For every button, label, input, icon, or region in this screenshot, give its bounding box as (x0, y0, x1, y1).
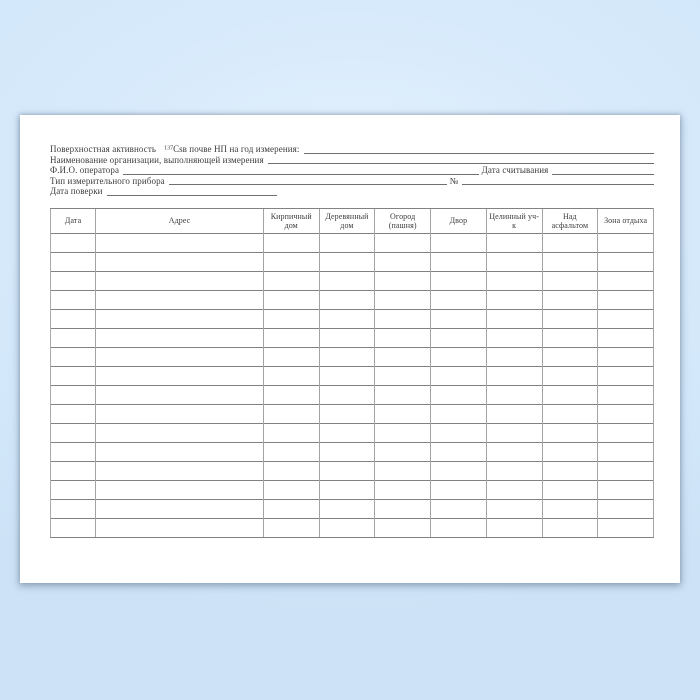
empty-cell-tselinny-uchastok (486, 404, 542, 423)
table-row (51, 233, 654, 252)
form-line-operator (50, 165, 654, 176)
scanned-form-document (20, 115, 680, 583)
blank-line-instrument-number (462, 184, 654, 185)
operator-name-label: Ф.И.О. оператора (50, 165, 120, 176)
empty-cell-nad-asfaltom (542, 271, 598, 290)
empty-cell-kirpichny-dom (263, 461, 319, 480)
empty-cell-dvor (431, 290, 487, 309)
table-row (51, 290, 654, 309)
empty-cell-dvor (431, 328, 487, 347)
table-row (51, 347, 654, 366)
empty-cell-data (51, 271, 96, 290)
table-row (51, 328, 654, 347)
blank-line-instrument-type (169, 184, 447, 185)
empty-cell-tselinny-uchastok (486, 309, 542, 328)
form-line-organization (50, 155, 654, 166)
empty-cell-dvor (431, 385, 487, 404)
empty-cell-kirpichny-dom (263, 423, 319, 442)
blank-line-reading-date (552, 174, 654, 175)
blank-line-measurement-year (304, 153, 654, 154)
empty-cell-zona-otdykha (598, 423, 654, 442)
table-row (51, 423, 654, 442)
empty-cell-ogorod-pashnya (375, 233, 431, 252)
empty-cell-ogorod-pashnya (375, 309, 431, 328)
empty-cell-data (51, 309, 96, 328)
empty-cell-ogorod-pashnya (375, 328, 431, 347)
table-row (51, 252, 654, 271)
empty-cell-kirpichny-dom (263, 442, 319, 461)
table-header (51, 208, 654, 233)
empty-cell-ogorod-pashnya (375, 423, 431, 442)
empty-cell-ogorod-pashnya (375, 499, 431, 518)
empty-cell-ogorod-pashnya (375, 518, 431, 537)
empty-cell-adres (96, 480, 264, 499)
column-header-nad-asfaltom: Над асфальтом (542, 208, 598, 233)
empty-cell-zona-otdykha (598, 309, 654, 328)
organization-label: Наименование организации, выполняющей измерения (50, 154, 264, 165)
empty-cell-ogorod-pashnya (375, 480, 431, 499)
instrument-number-label: № (449, 175, 459, 186)
empty-cell-tselinny-uchastok (486, 271, 542, 290)
empty-cell-dvor (431, 271, 487, 290)
empty-cell-data (51, 499, 96, 518)
empty-cell-zona-otdykha (598, 328, 654, 347)
form-header (50, 144, 654, 197)
empty-cell-zona-otdykha (598, 461, 654, 480)
empty-cell-ogorod-pashnya (375, 252, 431, 271)
blank-line-calibration-date (107, 195, 277, 196)
table-row (51, 404, 654, 423)
empty-cell-kirpichny-dom (263, 366, 319, 385)
empty-cell-tselinny-uchastok (486, 461, 542, 480)
empty-cell-kirpichny-dom (263, 309, 319, 328)
empty-cell-ogorod-pashnya (375, 385, 431, 404)
empty-cell-tselinny-uchastok (486, 347, 542, 366)
empty-cell-tselinny-uchastok (486, 385, 542, 404)
empty-cell-derevyanny-dom (319, 290, 375, 309)
empty-cell-zona-otdykha (598, 518, 654, 537)
empty-cell-zona-otdykha (598, 290, 654, 309)
form-line-calibration (50, 186, 654, 197)
empty-cell-dvor (431, 252, 487, 271)
empty-cell-dvor (431, 404, 487, 423)
empty-cell-derevyanny-dom (319, 404, 375, 423)
empty-cell-derevyanny-dom (319, 252, 375, 271)
empty-cell-dvor (431, 366, 487, 385)
empty-cell-zona-otdykha (598, 347, 654, 366)
empty-cell-kirpichny-dom (263, 480, 319, 499)
empty-cell-nad-asfaltom (542, 385, 598, 404)
empty-cell-adres (96, 290, 264, 309)
empty-cell-adres (96, 499, 264, 518)
empty-cell-nad-asfaltom (542, 442, 598, 461)
empty-cell-derevyanny-dom (319, 461, 375, 480)
empty-cell-data (51, 404, 96, 423)
empty-cell-data (51, 328, 96, 347)
empty-cell-ogorod-pashnya (375, 271, 431, 290)
table-row (51, 309, 654, 328)
empty-cell-ogorod-pashnya (375, 366, 431, 385)
empty-cell-nad-asfaltom (542, 518, 598, 537)
empty-cell-nad-asfaltom (542, 309, 598, 328)
empty-cell-data (51, 385, 96, 404)
empty-cell-dvor (431, 309, 487, 328)
empty-cell-ogorod-pashnya (375, 442, 431, 461)
empty-cell-ogorod-pashnya (375, 347, 431, 366)
table-row (51, 385, 654, 404)
empty-cell-dvor (431, 480, 487, 499)
form-line-instrument (50, 176, 654, 187)
empty-cell-nad-asfaltom (542, 461, 598, 480)
empty-cell-nad-asfaltom (542, 499, 598, 518)
empty-cell-derevyanny-dom (319, 499, 375, 518)
empty-cell-nad-asfaltom (542, 252, 598, 271)
empty-cell-derevyanny-dom (319, 271, 375, 290)
empty-cell-zona-otdykha (598, 271, 654, 290)
column-header-ogorod-pashnya: Огород (пашня) (375, 208, 431, 233)
empty-cell-dvor (431, 442, 487, 461)
empty-cell-data (51, 461, 96, 480)
empty-cell-adres (96, 423, 264, 442)
table-row (51, 442, 654, 461)
empty-cell-adres (96, 404, 264, 423)
isotope-mass-number: 137 (164, 145, 174, 152)
empty-cell-adres (96, 252, 264, 271)
empty-cell-adres (96, 385, 264, 404)
empty-cell-nad-asfaltom (542, 328, 598, 347)
calibration-date-label: Дата поверки (50, 186, 103, 197)
measurements-table (50, 208, 654, 538)
empty-cell-adres (96, 518, 264, 537)
empty-cell-adres (96, 309, 264, 328)
table-row (51, 480, 654, 499)
column-header-derevyanny-dom: Деревянный дом (319, 208, 375, 233)
empty-cell-ogorod-pashnya (375, 404, 431, 423)
empty-cell-derevyanny-dom (319, 366, 375, 385)
empty-cell-tselinny-uchastok (486, 290, 542, 309)
empty-cell-tselinny-uchastok (486, 366, 542, 385)
empty-cell-data (51, 442, 96, 461)
column-header-tselinny-uchastok: Целинный уч-к (486, 208, 542, 233)
table-row (51, 499, 654, 518)
empty-cell-nad-asfaltom (542, 480, 598, 499)
column-header-data: Дата (51, 208, 96, 233)
empty-cell-dvor (431, 423, 487, 442)
empty-cell-nad-asfaltom (542, 423, 598, 442)
empty-cell-kirpichny-dom (263, 404, 319, 423)
empty-cell-zona-otdykha (598, 499, 654, 518)
empty-cell-data (51, 518, 96, 537)
empty-cell-ogorod-pashnya (375, 461, 431, 480)
empty-cell-kirpichny-dom (263, 252, 319, 271)
empty-cell-dvor (431, 347, 487, 366)
empty-cell-nad-asfaltom (542, 347, 598, 366)
table-row (51, 366, 654, 385)
empty-cell-data (51, 347, 96, 366)
empty-cell-data (51, 366, 96, 385)
empty-cell-zona-otdykha (598, 442, 654, 461)
table-body (51, 233, 654, 537)
empty-cell-kirpichny-dom (263, 290, 319, 309)
empty-cell-zona-otdykha (598, 404, 654, 423)
blank-line-organization (268, 163, 654, 164)
empty-cell-tselinny-uchastok (486, 480, 542, 499)
form-line-surface-activity (50, 144, 654, 155)
empty-cell-tselinny-uchastok (486, 499, 542, 518)
surface-activity-label: Поверхностная активность (50, 144, 157, 155)
empty-cell-kirpichny-dom (263, 518, 319, 537)
empty-cell-derevyanny-dom (319, 347, 375, 366)
empty-cell-dvor (431, 461, 487, 480)
column-header-dvor: Двор (431, 208, 487, 233)
empty-cell-kirpichny-dom (263, 233, 319, 252)
empty-cell-nad-asfaltom (542, 233, 598, 252)
empty-cell-adres (96, 347, 264, 366)
empty-cell-zona-otdykha (598, 252, 654, 271)
instrument-type-label: Тип измерительного прибора (50, 175, 165, 186)
empty-cell-adres (96, 366, 264, 385)
empty-cell-derevyanny-dom (319, 442, 375, 461)
empty-cell-tselinny-uchastok (486, 233, 542, 252)
empty-cell-nad-asfaltom (542, 404, 598, 423)
blank-line-operator-name (123, 174, 479, 175)
reading-date-label: Дата считывания (481, 165, 549, 176)
column-header-kirpichny-dom: Кирпичный дом (263, 208, 319, 233)
empty-cell-tselinny-uchastok (486, 328, 542, 347)
empty-cell-kirpichny-dom (263, 328, 319, 347)
empty-cell-nad-asfaltom (542, 366, 598, 385)
empty-cell-derevyanny-dom (319, 328, 375, 347)
column-header-adres: Адрес (96, 208, 264, 233)
empty-cell-adres (96, 461, 264, 480)
empty-cell-tselinny-uchastok (486, 518, 542, 537)
empty-cell-zona-otdykha (598, 366, 654, 385)
empty-cell-derevyanny-dom (319, 309, 375, 328)
isotope-cs137-label (164, 145, 183, 155)
empty-cell-zona-otdykha (598, 385, 654, 404)
table-row (51, 271, 654, 290)
empty-cell-dvor (431, 233, 487, 252)
empty-cell-kirpichny-dom (263, 271, 319, 290)
empty-cell-derevyanny-dom (319, 480, 375, 499)
empty-cell-tselinny-uchastok (486, 252, 542, 271)
empty-cell-kirpichny-dom (263, 347, 319, 366)
empty-cell-nad-asfaltom (542, 290, 598, 309)
empty-cell-dvor (431, 518, 487, 537)
empty-cell-adres (96, 233, 264, 252)
empty-cell-derevyanny-dom (319, 385, 375, 404)
table-row (51, 518, 654, 537)
empty-cell-data (51, 252, 96, 271)
column-header-zona-otdykha: Зона отдыха (598, 208, 654, 233)
empty-cell-derevyanny-dom (319, 518, 375, 537)
empty-cell-data (51, 233, 96, 252)
empty-cell-data (51, 290, 96, 309)
isotope-element: Cs (173, 144, 183, 155)
empty-cell-data (51, 480, 96, 499)
empty-cell-ogorod-pashnya (375, 290, 431, 309)
empty-cell-tselinny-uchastok (486, 442, 542, 461)
empty-cell-adres (96, 328, 264, 347)
empty-cell-adres (96, 442, 264, 461)
empty-cell-kirpichny-dom (263, 499, 319, 518)
empty-cell-data (51, 423, 96, 442)
measurement-year-label: в почве НП на год измерения: (182, 144, 300, 155)
empty-cell-tselinny-uchastok (486, 423, 542, 442)
table-row (51, 461, 654, 480)
empty-cell-dvor (431, 499, 487, 518)
empty-cell-derevyanny-dom (319, 423, 375, 442)
empty-cell-zona-otdykha (598, 233, 654, 252)
table-header-row (51, 208, 654, 233)
empty-cell-kirpichny-dom (263, 385, 319, 404)
empty-cell-derevyanny-dom (319, 233, 375, 252)
empty-cell-zona-otdykha (598, 480, 654, 499)
empty-cell-adres (96, 271, 264, 290)
